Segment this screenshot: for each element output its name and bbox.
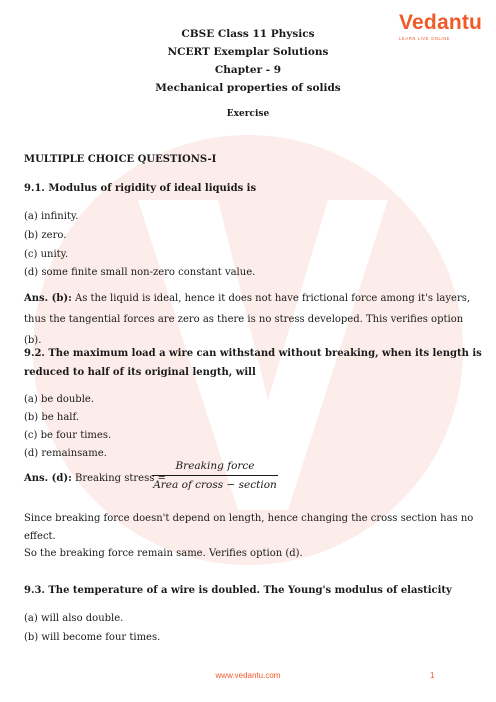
breaking-stress-fraction [152, 459, 278, 493]
q1-answer [24, 288, 474, 351]
header-book: NCERT Exemplar Solutions [167, 46, 329, 58]
q1-answer-label: Ans. (b): [24, 293, 72, 304]
logo-brand: Vedantu [399, 11, 483, 34]
q2-option-d: (d) remainsame. [24, 448, 107, 459]
logo-tagline: LEARN LIVE ONLINE [399, 36, 451, 41]
q3-option-a: (a) will also double. [24, 613, 124, 624]
page-number: 1 [430, 671, 435, 680]
question-9-2-line2: reduced to half of its original length, will [24, 367, 256, 378]
q2-answer-label: Ans. (d): [24, 473, 72, 484]
section-title: MULTIPLE CHOICE QUESTIONS-I [24, 154, 217, 165]
q1-answer-text: As the liquid is ideal, hence it does not have frictional force among it's layers, thus the tangential forces are zero as there is no stress developed. This verifies option (b). [24, 293, 471, 346]
q1-option-a: (a) infinity. [24, 211, 79, 222]
fraction-denominator: Area of cross − section [153, 479, 277, 491]
q2-explanation-line3: So the breaking force remain same. Verifies option (d). [24, 548, 303, 559]
q2-explanation-line1: Since breaking force doesn't depend on length, hence changing the cross section has no [24, 513, 474, 524]
q2-option-a: (a) be double. [24, 394, 94, 405]
q2-answer [24, 472, 166, 486]
fraction-numerator: Breaking force [175, 460, 255, 472]
question-9-2-line1: 9.2. The maximum load a wire can withstand without breaking, when its length is [24, 348, 482, 359]
header-exercise: Exercise [226, 109, 270, 119]
question-9-1: 9.1. Modulus of rigidity of ideal liquids is [24, 183, 257, 194]
footer-url[interactable]: www.vedantu.com [215, 671, 281, 680]
header-topic: Mechanical properties of solids [155, 82, 341, 94]
q2-option-b: (b) be half. [24, 412, 80, 423]
q2-explanation-line2: effect. [24, 531, 56, 542]
q2-answer-prefix: Breaking stress = [74, 473, 166, 484]
q1-option-d: (d) some finite small non-zero constant value. [24, 267, 256, 278]
header-subject: CBSE Class 11 Physics [181, 28, 315, 40]
q1-option-c: (c) unity. [24, 249, 69, 260]
header-chapter: Chapter - 9 [214, 64, 282, 76]
q3-option-b: (b) will become four times. [24, 632, 161, 643]
fraction-bar [152, 475, 278, 476]
q2-option-c: (c) be four times. [24, 430, 112, 441]
question-9-3: 9.3. The temperature of a wire is doubled. The Young's modulus of elasticity [24, 585, 452, 596]
q1-option-b: (b) zero. [24, 230, 67, 241]
